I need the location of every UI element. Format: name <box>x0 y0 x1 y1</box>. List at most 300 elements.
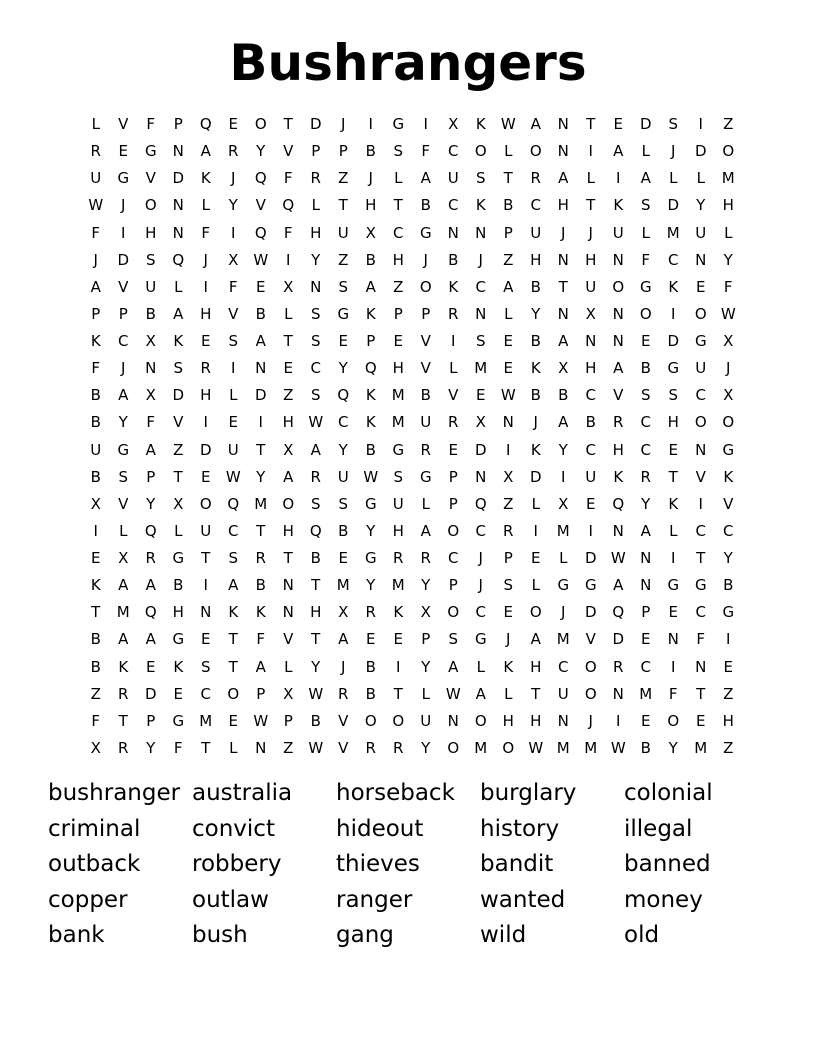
grid-letter: O <box>282 494 295 513</box>
grid-letter: D <box>144 684 157 703</box>
grid-letter: D <box>584 603 597 622</box>
grid-letter: S <box>393 467 404 486</box>
word-list-item: colonial <box>624 780 713 806</box>
grid-row <box>82 735 742 762</box>
grid-letter: N <box>310 277 322 296</box>
grid-letter: A <box>118 386 129 405</box>
grid-letter: H <box>585 359 597 378</box>
grid-letter: B <box>90 413 101 432</box>
grid-letter: F <box>201 223 211 242</box>
grid-letter: V <box>283 142 294 161</box>
word-list <box>48 776 768 954</box>
grid-letter: K <box>475 196 486 215</box>
grid-letter: K <box>365 304 376 323</box>
grid-letter: X <box>173 494 184 513</box>
grid-letter: J <box>121 359 126 378</box>
grid-letter: A <box>255 657 266 676</box>
grid-letter: V <box>118 115 129 133</box>
grid-letter: K <box>365 413 376 432</box>
grid-letter: A <box>503 277 514 296</box>
grid-letter: Y <box>668 738 678 757</box>
grid-letter: Y <box>146 738 156 757</box>
grid-row <box>82 409 742 436</box>
grid-letter: Z <box>283 738 294 757</box>
grid-letter: I <box>588 521 593 540</box>
grid-letter: G <box>694 332 707 350</box>
grid-letter: X <box>585 304 596 323</box>
grid-letter: N <box>282 603 294 622</box>
grid-letter: R <box>338 684 349 703</box>
word-list-item: outlaw <box>192 886 269 913</box>
grid-letter: L <box>394 169 403 188</box>
grid-letter: M <box>474 359 488 378</box>
grid-letter: J <box>561 603 566 622</box>
word-list-item: gang <box>336 922 394 949</box>
grid-letter: L <box>174 521 183 540</box>
grid-letter: P <box>311 142 321 161</box>
grid-letter: O <box>529 142 542 161</box>
grid-letter: I <box>423 115 428 133</box>
grid-letter: I <box>671 304 676 323</box>
grid-letter: N <box>557 711 569 730</box>
grid-letter: B <box>365 250 376 269</box>
grid-letter: V <box>145 169 156 188</box>
grid-letter: E <box>366 630 376 649</box>
grid-letter: J <box>423 250 428 269</box>
grid-letter: B <box>530 277 541 296</box>
grid-letter: Y <box>421 576 431 595</box>
grid-letter: G <box>172 630 185 649</box>
grid-letter: U <box>557 684 569 703</box>
grid-letter: W <box>528 738 544 757</box>
grid-letter: U <box>90 169 102 188</box>
grid-letter: C <box>448 549 459 567</box>
grid-letter: E <box>723 657 733 676</box>
grid-letter: X <box>338 603 349 622</box>
grid-letter: I <box>203 576 208 595</box>
grid-letter: A <box>365 277 376 296</box>
grid-letter: I <box>368 115 373 133</box>
grid-letter: N <box>612 250 624 269</box>
grid-letter: A <box>255 332 266 350</box>
grid-letter: C <box>200 684 211 703</box>
grid-letter: N <box>667 630 679 649</box>
grid-letter: C <box>585 386 596 405</box>
grid-letter: P <box>421 304 431 323</box>
grid-row <box>82 165 742 192</box>
grid-letter: I <box>698 115 703 133</box>
grid-letter: B <box>420 386 431 405</box>
grid-letter: T <box>393 196 403 215</box>
grid-letter: T <box>503 169 513 188</box>
grid-letter: R <box>365 603 376 622</box>
grid-letter: O <box>612 277 625 296</box>
word-list-item: money <box>624 886 703 913</box>
grid-letter: B <box>448 250 459 269</box>
grid-letter: V <box>173 413 184 432</box>
grid-row <box>82 274 742 301</box>
grid-letter: E <box>641 711 651 730</box>
grid-letter: P <box>448 576 458 595</box>
grid-letter: L <box>449 359 458 378</box>
grid-letter: J <box>368 169 373 188</box>
grid-letter: E <box>201 467 211 486</box>
page-title: Bushrangers <box>229 34 587 92</box>
grid-letter: K <box>668 494 679 513</box>
grid-row <box>82 355 742 382</box>
grid-letter: G <box>144 142 157 161</box>
grid-letter: B <box>255 576 266 595</box>
grid-letter: N <box>612 332 624 350</box>
grid-letter: P <box>448 494 458 513</box>
grid-row <box>82 681 742 708</box>
grid-letter: I <box>561 467 566 486</box>
grid-letter: Q <box>474 494 487 513</box>
grid-letter: L <box>174 277 183 296</box>
grid-letter: D <box>612 630 625 649</box>
grid-letter: Q <box>282 196 295 215</box>
grid-letter: E <box>668 603 678 622</box>
grid-letter: T <box>256 521 266 540</box>
grid-letter: T <box>393 684 403 703</box>
grid-letter: K <box>200 169 211 188</box>
grid-letter: R <box>228 142 239 161</box>
grid-row <box>82 654 742 681</box>
grid-letter: X <box>503 467 514 486</box>
grid-letter: X <box>723 386 734 405</box>
grid-letter: E <box>283 359 293 378</box>
grid-letter: E <box>503 332 513 350</box>
grid-letter: T <box>558 277 568 296</box>
grid-letter: E <box>146 657 156 676</box>
grid-letter: C <box>640 413 651 432</box>
word-list-item: copper <box>48 886 128 913</box>
grid-letter: L <box>504 304 513 323</box>
grid-letter: M <box>391 386 405 405</box>
grid-letter: E <box>173 684 183 703</box>
grid-letter: Q <box>227 494 240 513</box>
grid-letter: E <box>393 630 403 649</box>
grid-letter: D <box>667 332 680 350</box>
grid-letter: E <box>448 440 458 459</box>
grid-letter: N <box>475 223 487 242</box>
grid-letter: Y <box>256 467 266 486</box>
grid-letter: L <box>476 657 485 676</box>
word-list-item: banned <box>624 851 711 878</box>
grid-letter: A <box>558 169 569 188</box>
grid-letter: Z <box>173 440 184 459</box>
grid-letter: T <box>228 657 238 676</box>
grid-letter: S <box>640 196 651 215</box>
grid-letter: D <box>309 115 322 133</box>
grid-row <box>82 599 742 626</box>
grid-letter: V <box>255 196 266 215</box>
grid-letter: P <box>338 142 348 161</box>
grid-letter: W <box>253 250 269 269</box>
grid-letter: K <box>613 196 624 215</box>
grid-letter: W <box>445 684 461 703</box>
grid-letter: R <box>365 738 376 757</box>
grid-letter: R <box>393 738 404 757</box>
word-list-item: hideout <box>336 815 424 842</box>
grid-letter: T <box>283 115 293 133</box>
grid-letter: O <box>694 413 707 432</box>
grid-letter: U <box>695 223 707 242</box>
grid-letter: I <box>533 521 538 540</box>
grid-letter: K <box>393 603 404 622</box>
grid-letter: H <box>145 223 157 242</box>
grid-letter: Y <box>641 494 651 513</box>
grid-letter: V <box>118 494 129 513</box>
grid-letter: E <box>338 549 348 567</box>
grid-letter: Y <box>531 304 541 323</box>
grid-letter: X <box>90 494 101 513</box>
grid-letter: E <box>338 332 348 350</box>
grid-letter: M <box>116 603 130 622</box>
grid-letter: X <box>475 413 486 432</box>
grid-letter: G <box>639 277 652 296</box>
grid-letter: N <box>695 657 707 676</box>
grid-letter: H <box>530 657 542 676</box>
grid-letter: A <box>613 142 624 161</box>
grid-letter: R <box>448 413 459 432</box>
grid-letter: R <box>145 549 156 567</box>
word-list-item: bandit <box>480 851 554 878</box>
grid-letter: C <box>310 359 321 378</box>
grid-letter: S <box>448 630 459 649</box>
grid-letter: B <box>90 386 101 405</box>
grid-letter: N <box>172 142 184 161</box>
grid-letter: S <box>118 467 129 486</box>
grid-row <box>82 382 742 409</box>
grid-letter: L <box>724 223 733 242</box>
grid-letter: C <box>448 142 459 161</box>
grid-letter: R <box>255 549 266 567</box>
grid-letter: G <box>667 359 680 378</box>
grid-letter: H <box>530 711 542 730</box>
grid-letter: W <box>363 467 379 486</box>
grid-letter: E <box>613 115 623 133</box>
grid-letter: I <box>671 657 676 676</box>
grid-letter: N <box>172 196 184 215</box>
grid-letter: N <box>475 467 487 486</box>
grid-letter: L <box>311 196 320 215</box>
grid-letter: L <box>696 169 705 188</box>
grid-letter: A <box>118 630 129 649</box>
grid-letter: W <box>610 549 626 567</box>
grid-letter: F <box>696 630 706 649</box>
grid-letter: W <box>500 115 516 133</box>
grid-letter: N <box>282 576 294 595</box>
grid-letter: S <box>393 142 404 161</box>
grid-letter: T <box>173 467 183 486</box>
grid-letter: N <box>145 359 157 378</box>
word-list-item: convict <box>192 815 275 842</box>
grid-letter: G <box>172 549 185 567</box>
grid-letter: T <box>256 440 266 459</box>
grid-letter: T <box>696 684 706 703</box>
grid-letter: L <box>669 521 678 540</box>
grid-letter: M <box>199 711 213 730</box>
grid-letter: V <box>283 630 294 649</box>
grid-letter: Q <box>144 521 157 540</box>
grid-letter: P <box>503 223 513 242</box>
grid-letter: O <box>502 738 515 757</box>
grid-letter: J <box>533 413 538 432</box>
grid-letter: H <box>722 196 734 215</box>
grid-letter: G <box>337 304 350 323</box>
grid-letter: Y <box>256 142 266 161</box>
word-list-item: illegal <box>624 815 693 842</box>
grid-letter: C <box>118 332 129 350</box>
grid-letter: P <box>118 304 128 323</box>
grid-letter: Q <box>144 603 157 622</box>
grid-letter: J <box>478 250 483 269</box>
grid-letter: H <box>310 603 322 622</box>
grid-letter: F <box>91 359 101 378</box>
grid-letter: N <box>585 332 597 350</box>
grid-letter: G <box>584 576 597 595</box>
grid-letter: M <box>556 738 570 757</box>
grid-letter: Y <box>228 196 238 215</box>
grid-letter: I <box>671 549 676 567</box>
grid-letter: X <box>448 115 459 133</box>
grid-letter: J <box>726 359 731 378</box>
grid-letter: L <box>641 223 650 242</box>
grid-letter: O <box>667 711 680 730</box>
grid-letter: S <box>503 576 514 595</box>
grid-letter: P <box>173 115 183 133</box>
grid-letter: O <box>474 711 487 730</box>
grid-letter: L <box>641 142 650 161</box>
grid-letter: D <box>474 440 487 459</box>
grid-letter: G <box>364 549 377 567</box>
grid-letter: L <box>119 521 128 540</box>
grid-letter: G <box>419 467 432 486</box>
grid-letter: I <box>616 169 621 188</box>
grid-letter: V <box>695 467 706 486</box>
grid-letter: O <box>447 521 460 540</box>
grid-letter: W <box>610 738 626 757</box>
grid-letter: N <box>255 738 267 757</box>
grid-letter: P <box>503 549 513 567</box>
word-list-item: old <box>624 922 660 949</box>
grid-letter: M <box>254 494 268 513</box>
grid-letter: C <box>695 603 706 622</box>
grid-letter: G <box>117 169 130 188</box>
grid-letter: A <box>145 576 156 595</box>
grid-letter: B <box>255 304 266 323</box>
grid-letter: R <box>503 521 514 540</box>
grid-letter: M <box>474 738 488 757</box>
grid-letter: Z <box>283 386 294 405</box>
grid-letter: K <box>530 359 541 378</box>
grid-letter: T <box>201 738 211 757</box>
grid-letter: S <box>228 332 239 350</box>
grid-letter: H <box>530 250 542 269</box>
grid-letter: O <box>474 142 487 161</box>
grid-letter: U <box>145 277 157 296</box>
grid-letter: A <box>145 630 156 649</box>
grid-row <box>82 626 742 653</box>
grid-letter: E <box>228 115 238 133</box>
grid-letter: J <box>341 115 346 133</box>
grid-letter: G <box>722 603 735 622</box>
grid-letter: X <box>145 332 156 350</box>
grid-letter: Y <box>366 576 376 595</box>
word-list-item: thieves <box>336 851 420 878</box>
grid-letter: K <box>475 115 486 133</box>
grid-letter: B <box>640 359 651 378</box>
grid-letter: V <box>338 711 349 730</box>
grid-letter: U <box>585 467 597 486</box>
grid-letter: I <box>698 494 703 513</box>
grid-letter: E <box>393 332 403 350</box>
word-list-item: bank <box>48 922 105 949</box>
grid-letter: F <box>91 223 101 242</box>
grid-letter: T <box>228 630 238 649</box>
grid-letter: D <box>254 386 267 405</box>
grid-letter: Y <box>421 657 431 676</box>
grid-letter: C <box>558 657 569 676</box>
grid-letter: E <box>256 277 266 296</box>
grid-letter: R <box>118 684 129 703</box>
word-list-item: burglary <box>480 780 577 806</box>
grid-letter: H <box>502 711 514 730</box>
grid-letter: G <box>474 630 487 649</box>
grid-letter: P <box>393 304 403 323</box>
grid-letter: K <box>503 657 514 676</box>
word-list-item: wanted <box>480 886 566 913</box>
grid-letter: Z <box>503 250 514 269</box>
grid-letter: I <box>231 359 236 378</box>
grid-letter: W <box>253 711 269 730</box>
grid-letter: L <box>504 142 513 161</box>
grid-letter: W <box>88 196 104 215</box>
grid-letter: L <box>229 738 238 757</box>
grid-letter: Q <box>337 386 350 405</box>
grid-letter: I <box>451 332 456 350</box>
grid-letter: X <box>90 738 101 757</box>
grid-letter: K <box>530 440 541 459</box>
grid-letter: T <box>283 549 293 567</box>
grid-letter: U <box>337 467 349 486</box>
grid-letter: B <box>145 304 156 323</box>
grid-letter: T <box>311 630 321 649</box>
grid-letter: B <box>585 413 596 432</box>
grid-letter: N <box>640 576 652 595</box>
grid-letter: J <box>231 169 236 188</box>
grid-letter: H <box>585 250 597 269</box>
grid-letter: C <box>475 521 486 540</box>
grid-letter: E <box>586 494 596 513</box>
grid-letter: H <box>282 521 294 540</box>
grid-letter: E <box>201 630 211 649</box>
grid-letter: O <box>419 277 432 296</box>
grid-letter: K <box>173 332 184 350</box>
grid-letter: J <box>588 223 593 242</box>
grid-letter: V <box>448 386 459 405</box>
grid-letter: F <box>146 115 156 133</box>
grid-letter: X <box>145 386 156 405</box>
grid-letter: H <box>172 603 184 622</box>
grid-letter: E <box>476 386 486 405</box>
grid-letter: P <box>366 332 376 350</box>
grid-letter: V <box>723 494 734 513</box>
grid-letter: E <box>531 549 541 567</box>
grid-letter: S <box>338 277 349 296</box>
grid-letter: P <box>256 684 266 703</box>
